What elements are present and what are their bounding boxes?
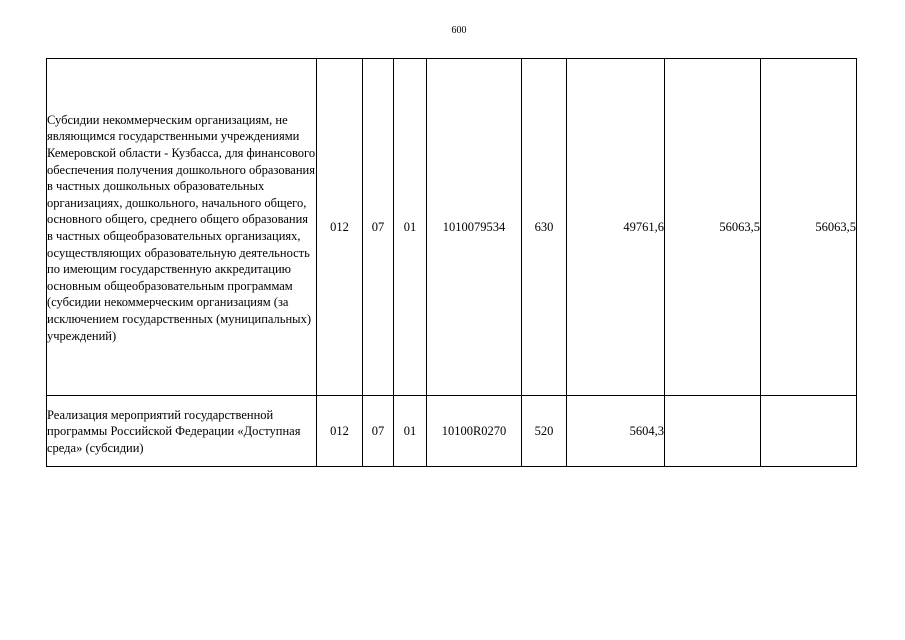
table-row bbox=[47, 59, 857, 396]
row-description: Субсидии некоммерческим организациям, не являющимся государственными учреждениями Кемеровской области - Кузбасса, для финансового обеспечения получения дошкольного образования в частных дошкольных образовательных организациях, дошкольного, начального общего, основного общего, среднего общего образования в частных общеобразовательных организациях, осуществляющих образовательную деятельность по имеющим государственную аккредитацию основным общеобразовательным программам (субсидии некоммерческим организациям (за исключением государственных (муниципальных) учреждений) bbox=[47, 59, 317, 396]
row-ministry-code: 012 bbox=[317, 396, 363, 467]
row-subsection-code: 01 bbox=[394, 396, 427, 467]
row-expense-type: 630 bbox=[522, 59, 567, 396]
row-target-article: 1010079534 bbox=[427, 59, 522, 396]
row-subsection-code: 01 bbox=[394, 59, 427, 396]
row-section-code: 07 bbox=[363, 396, 394, 467]
table-row bbox=[47, 396, 857, 467]
row-ministry-code: 012 bbox=[317, 59, 363, 396]
row-amount-year-2 bbox=[665, 396, 761, 467]
row-amount-year-1: 49761,6 bbox=[567, 59, 665, 396]
page-number: 600 bbox=[451, 25, 467, 36]
row-description: Реализация мероприятий государственной программы Российской Федерации «Доступная среда» (субсидии) bbox=[47, 396, 317, 467]
row-amount-year-3 bbox=[761, 396, 857, 467]
row-amount-year-3: 56063,5 bbox=[761, 59, 857, 396]
budget-table bbox=[46, 58, 857, 467]
row-section-code: 07 bbox=[363, 59, 394, 396]
row-amount-year-2: 56063,5 bbox=[665, 59, 761, 396]
row-expense-type: 520 bbox=[522, 396, 567, 467]
row-target-article: 10100R0270 bbox=[427, 396, 522, 467]
row-amount-year-1: 5604,3 bbox=[567, 396, 665, 467]
